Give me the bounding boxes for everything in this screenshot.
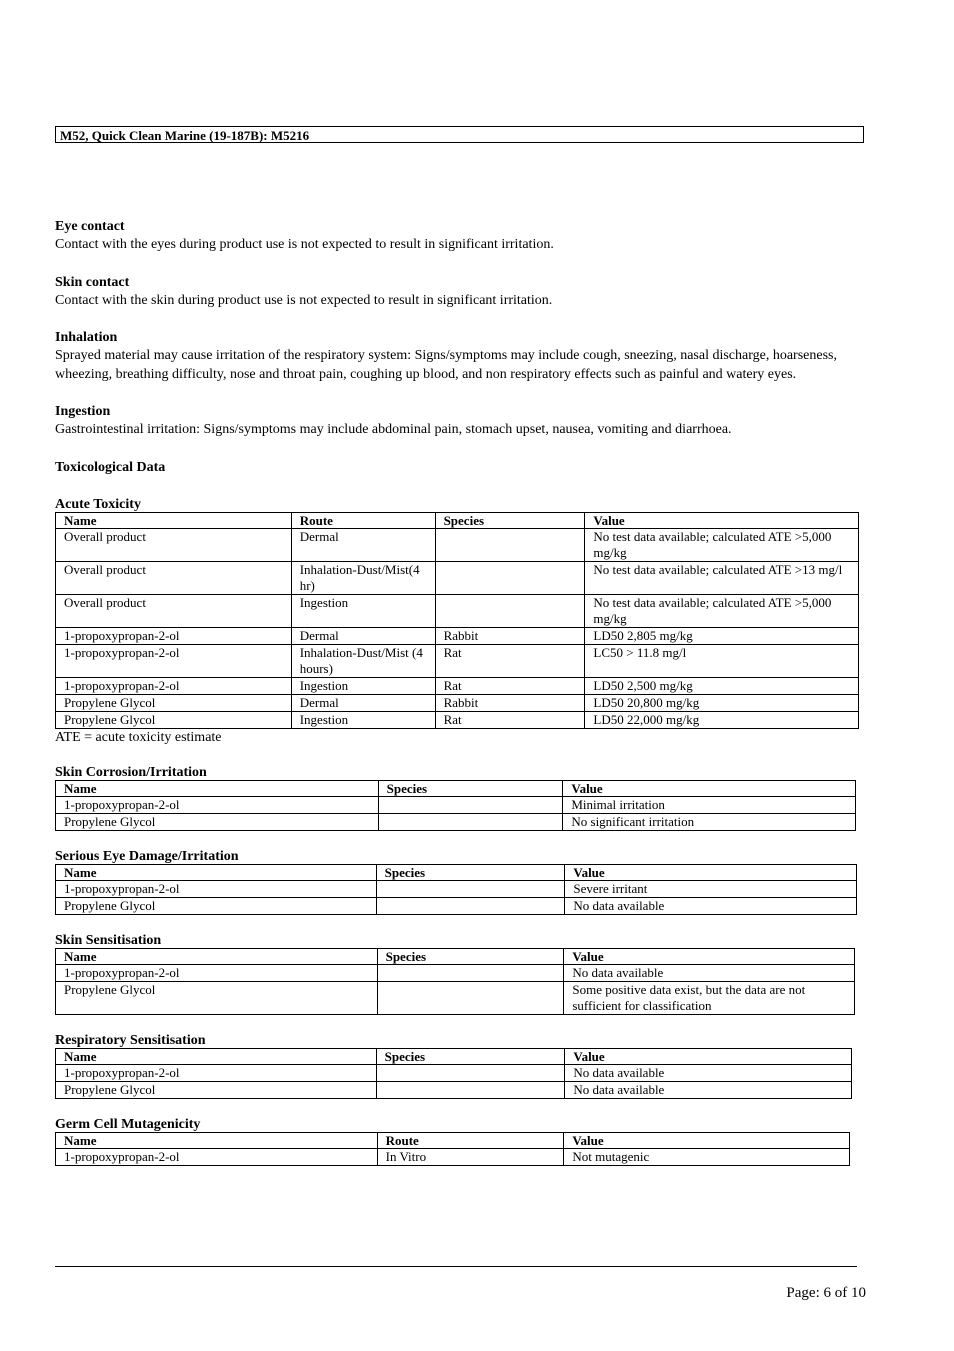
table-cell: Rat [435,644,585,677]
column-header: Route [377,1132,564,1148]
table-cell: LD50 2,805 mg/kg [585,627,859,644]
document-body [55,218,865,1166]
skin-contact-heading: Skin contact [55,274,130,290]
table-cell: Not mutagenic [564,1148,850,1165]
ingestion-heading: Ingestion [55,404,111,419]
column-header: Value [585,512,859,528]
column-header: Species [377,948,564,964]
table-row [56,880,857,897]
column-header: Species [376,864,565,880]
respiratory-sensitisation-table [55,1048,852,1099]
germ-cell-mutagenicity-table [55,1132,850,1166]
column-header: Route [291,512,435,528]
table-row [56,594,859,627]
table-cell: 1-propoxypropan-2-ol [56,1064,377,1081]
table-cell: Propylene Glycol [56,897,377,914]
footer-divider [55,1266,857,1267]
table-cell: No significant irritation [563,813,856,830]
table-row [56,813,856,830]
table-cell: Minimal irritation [563,796,856,813]
table-row [56,711,859,728]
table-cell: Ingestion [291,594,435,627]
table-cell [435,528,585,561]
table-cell [376,897,565,914]
table-cell: Propylene Glycol [56,981,378,1014]
table-cell: Inhalation-Dust/Mist(4 hr) [291,561,435,594]
table-cell [377,964,564,981]
table-row [56,796,856,813]
table-cell [376,880,565,897]
table-cell: LD50 2,500 mg/kg [585,677,859,694]
column-header: Value [565,1048,852,1064]
table-cell: Overall product [56,561,292,594]
table-cell [378,796,563,813]
table-cell: Rat [435,677,585,694]
skin-sensitisation-table [55,948,855,1015]
column-header: Value [564,948,855,964]
table-cell: 1-propoxypropan-2-ol [56,677,292,694]
table-row [56,1081,852,1098]
acute-toxicity-table [55,512,859,729]
skin-sensitisation-title: Skin Sensitisation [55,932,162,948]
page-number: Page: 6 of 10 [786,1285,866,1301]
table-cell: Propylene Glycol [56,694,292,711]
table-cell: Propylene Glycol [56,813,379,830]
table-cell: No data available [564,964,855,981]
table-row [56,1064,852,1081]
table-cell: No test data available; calculated ATE >5,000 mg/kg [585,594,859,627]
ate-note: ATE = acute toxicity estimate [55,729,222,745]
table-cell: Propylene Glycol [56,1081,377,1098]
column-header: Name [56,864,377,880]
eye-contact-heading: Eye contact [55,219,125,234]
table-cell: Severe irritant [565,880,857,897]
ingestion-text: Gastrointestinal irritation: Signs/symptoms may include abdominal pain, stomach upset, nausea, vomiting and diarrhoea. [55,422,732,437]
table-cell: 1-propoxypropan-2-ol [56,1148,378,1165]
table-cell: 1-propoxypropan-2-ol [56,880,377,897]
table-cell: Rabbit [435,627,585,644]
table-cell: No test data available; calculated ATE >13 mg/l [585,561,859,594]
skin-contact-text: Contact with the skin during product use is not expected to result in significant irritation. [55,292,553,308]
table-cell: No data available [565,1081,852,1098]
inhalation-heading: Inhalation [55,330,118,345]
table-cell: Dermal [291,694,435,711]
table-cell: LD50 22,000 mg/kg [585,711,859,728]
column-header: Name [56,1048,377,1064]
column-header: Species [435,512,585,528]
column-header: Name [56,780,379,796]
table-row [56,561,859,594]
table-row [56,644,859,677]
table-row [56,1148,850,1165]
table-row [56,981,855,1014]
table-cell: 1-propoxypropan-2-ol [56,627,292,644]
table-cell: No data available [565,1064,852,1081]
table-cell: Dermal [291,627,435,644]
table-cell: Overall product [56,594,292,627]
respiratory-sensitisation-title: Respiratory Sensitisation [55,1032,206,1048]
germ-cell-mutagenicity-title: Germ Cell Mutagenicity [55,1116,201,1132]
table-cell: Ingestion [291,711,435,728]
table-cell [377,981,564,1014]
table-cell: Dermal [291,528,435,561]
table-cell: Rabbit [435,694,585,711]
column-header: Name [56,948,378,964]
table-row [56,897,857,914]
table-cell: No test data available; calculated ATE >5,000 mg/kg [585,528,859,561]
column-header: Name [56,512,292,528]
table-cell [435,561,585,594]
table-cell: Some positive data exist, but the data are not sufficient for classification [564,981,855,1014]
table-cell: 1-propoxypropan-2-ol [56,796,379,813]
table-cell: 1-propoxypropan-2-ol [56,964,378,981]
column-header: Species [378,780,563,796]
table-row [56,677,859,694]
inhalation-text: Sprayed material may cause irritation of the respiratory system: Signs/symptoms may include cough, sneezing, nasal discharge, hoarseness, wheezing, breathing difficulty, nose and throat pain, coughing up blood, and non respiratory effects such as painful and watery eyes. [55,348,837,382]
table-cell: LC50 > 11.8 mg/l [585,644,859,677]
table-cell [376,1064,565,1081]
table-row [56,627,859,644]
toxicological-data-heading: Toxicological Data [55,459,166,475]
document-header: M52, Quick Clean Marine (19-187B): M5216 [55,126,864,143]
column-header: Value [565,864,857,880]
column-header: Species [376,1048,565,1064]
table-row [56,964,855,981]
table-cell: Ingestion [291,677,435,694]
table-cell: Propylene Glycol [56,711,292,728]
table-cell: No data available [565,897,857,914]
column-header: Name [56,1132,378,1148]
column-header: Value [564,1132,850,1148]
table-cell: Inhalation-Dust/Mist (4 hours) [291,644,435,677]
eye-damage-title: Serious Eye Damage/Irritation [55,848,239,864]
table-cell: LD50 20,800 mg/kg [585,694,859,711]
table-row [56,694,859,711]
table-cell [378,813,563,830]
skin-corrosion-title: Skin Corrosion/Irritation [55,764,207,780]
eye-damage-table [55,864,857,915]
table-cell [376,1081,565,1098]
eye-contact-text: Contact with the eyes during product use is not expected to result in significant irritation. [55,237,554,252]
table-cell [435,594,585,627]
table-cell: In Vitro [377,1148,564,1165]
column-header: Value [563,780,856,796]
table-cell: Rat [435,711,585,728]
acute-toxicity-title: Acute Toxicity [55,496,141,512]
table-row [56,528,859,561]
table-cell: Overall product [56,528,292,561]
table-cell: 1-propoxypropan-2-ol [56,644,292,677]
skin-corrosion-table [55,780,856,831]
